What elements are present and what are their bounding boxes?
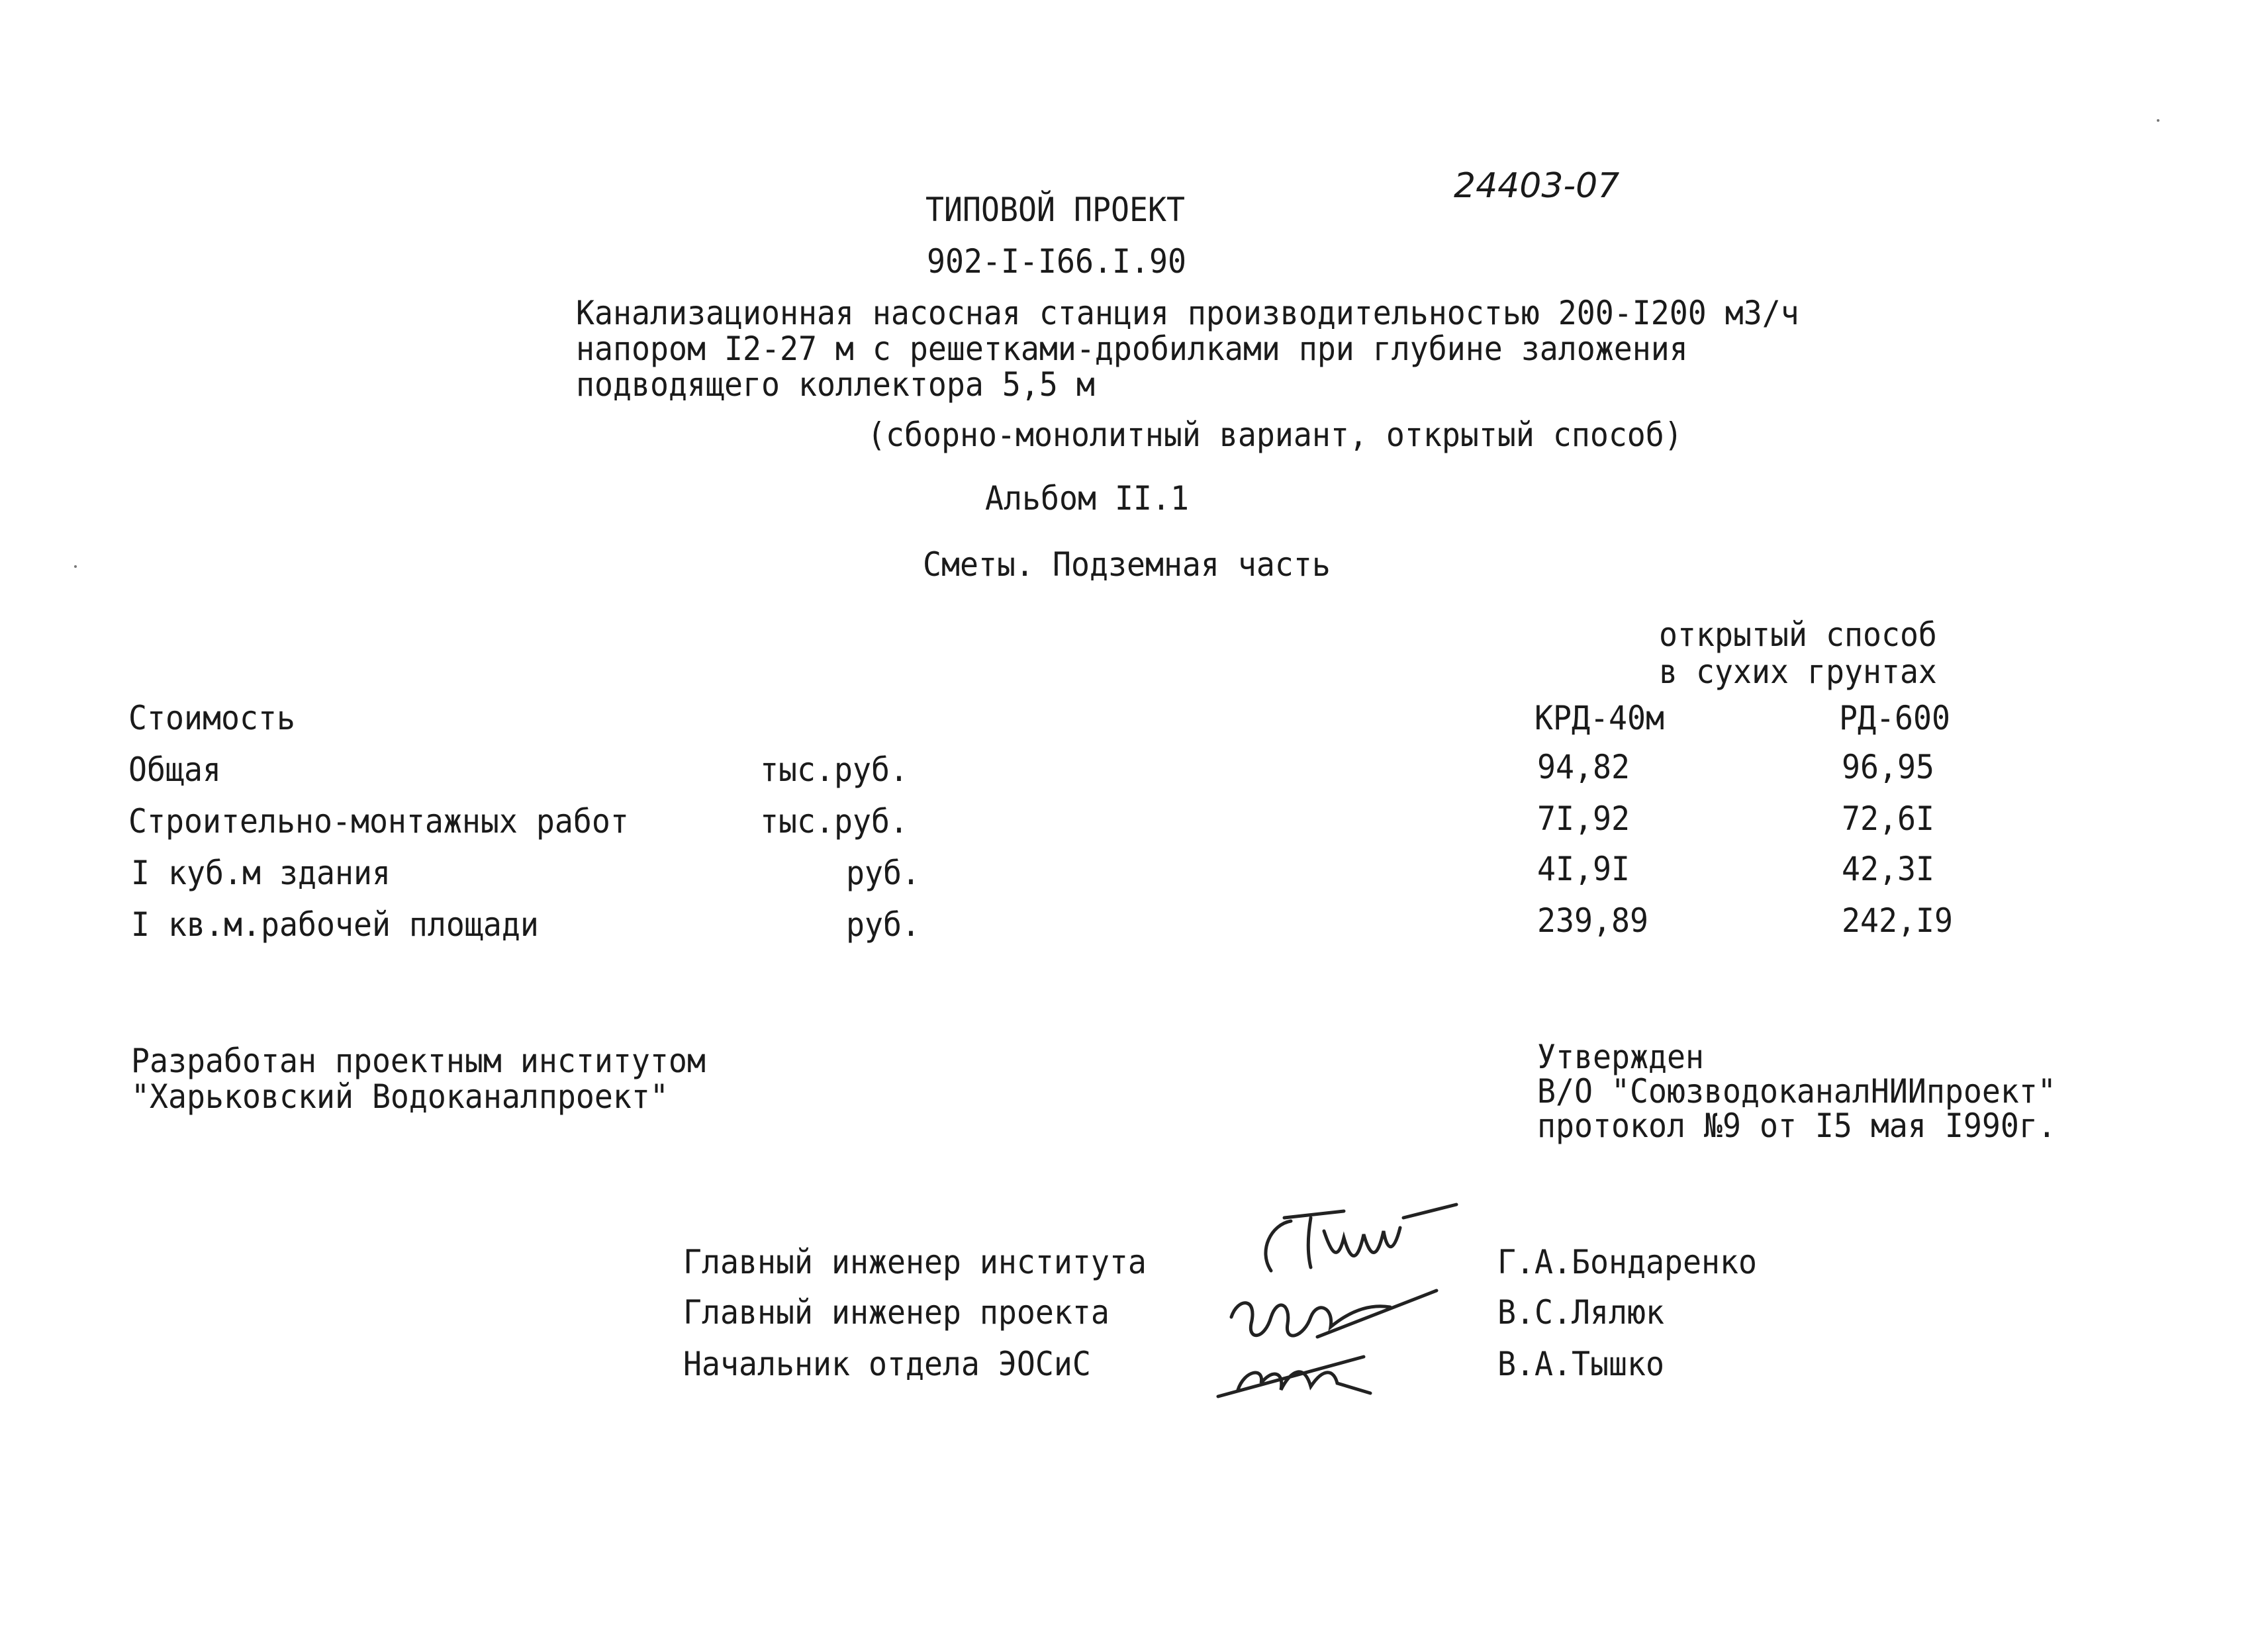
description-line-1: Канализационная насосная станция производительностью 200-I200 м3/ч	[576, 294, 1799, 332]
scan-speck	[2157, 119, 2159, 122]
table-row-unit: руб.	[846, 905, 920, 944]
table-row-unit: тыс.руб.	[760, 751, 908, 789]
table-row-label: I кв.м.рабочей площади	[131, 905, 539, 944]
table-cell: 4I,9I	[1537, 850, 1630, 888]
table-cell: 72,6I	[1842, 799, 1934, 838]
project-code: 902-I-I66.I.90	[927, 242, 1186, 281]
signatory-name: В.А.Тышко	[1497, 1345, 1664, 1383]
table-row-label: Строительно-монтажных работ	[128, 802, 629, 841]
table-row-label: Общая	[128, 751, 221, 789]
table-column-header: КРД-40м	[1535, 699, 1664, 737]
table-cell: 7I,92	[1537, 799, 1630, 838]
document-title: ТИПОВОЙ ПРОЕКТ	[925, 191, 1185, 229]
album-label: Альбом II.1	[985, 479, 1189, 518]
table-cell: 94,82	[1537, 748, 1630, 786]
signatory-name: Г.А.Бондаренко	[1497, 1243, 1757, 1281]
document-subject: Сметы. Подземная часть	[923, 545, 1331, 584]
table-group-header-line-2: в сухих грунтах	[1659, 653, 1937, 691]
table-row-label: I куб.м здания	[131, 854, 391, 892]
approval-line-2: В/О "СоюзводоканалНИИпроект"	[1537, 1072, 2056, 1111]
table-row-header: Стоимость	[128, 699, 295, 737]
table-cell: 242,I9	[1842, 901, 1953, 940]
description-line-3: подводящего коллектора 5,5 м	[576, 365, 1095, 404]
table-cell: 96,95	[1842, 748, 1934, 786]
table-cell: 42,3I	[1842, 850, 1934, 888]
developer-line-1: Разработан проектным институтом	[131, 1042, 706, 1080]
signatory-position: Главный инженер проекта	[683, 1293, 1110, 1332]
description-line-2: напором I2-27 м с решетками-дробилками при глубине заложения	[576, 330, 1688, 368]
developer-line-2: "Харьковский Водоканалпроект"	[131, 1077, 669, 1116]
signature-head-of-department	[1211, 1330, 1423, 1403]
scan-speck	[74, 565, 77, 568]
table-row-unit: руб.	[846, 854, 920, 892]
approval-line-1: Утвержден	[1537, 1038, 1704, 1076]
approval-line-3: протокол №9 от I5 мая I990г.	[1537, 1107, 2056, 1145]
signatory-position: Главный инженер института	[683, 1243, 1147, 1281]
signature-chief-engineer-institute	[1245, 1191, 1483, 1284]
table-column-header: РД-600	[1839, 699, 1950, 737]
table-row-unit: тыс.руб.	[760, 802, 908, 841]
variant-note: (сборно-монолитный вариант, открытый способ)	[867, 416, 1683, 454]
handwritten-document-number: 24403-07	[1454, 166, 1620, 206]
signatory-position: Начальник отдела ЭОСиС	[683, 1345, 1091, 1383]
signatory-name: В.С.Лялюк	[1497, 1293, 1664, 1332]
table-group-header-line-1: открытый способ	[1659, 616, 1937, 654]
table-cell: 239,89	[1537, 901, 1648, 940]
